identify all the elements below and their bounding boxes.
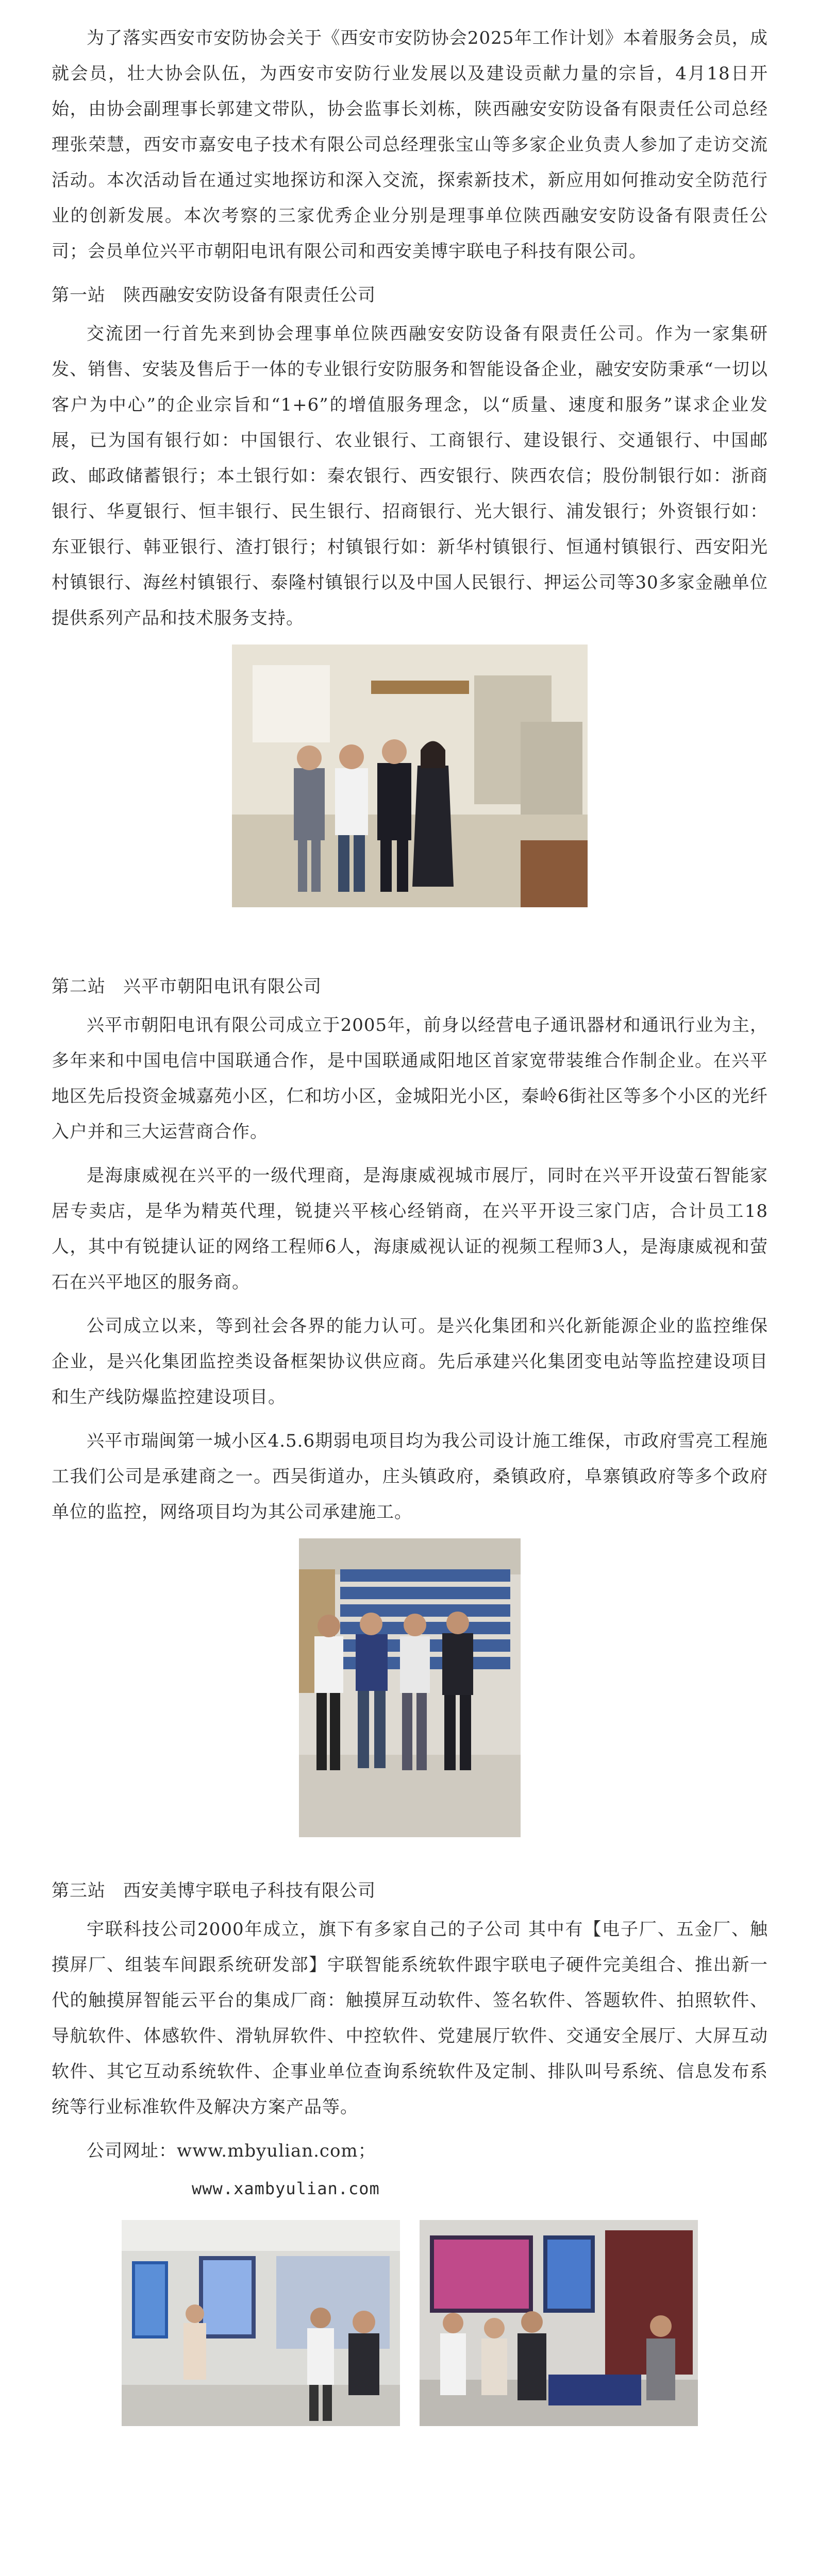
station-3-name: 西安美博宇联电子科技有限公司 xyxy=(123,1880,376,1901)
station-3-heading xyxy=(52,1873,768,1909)
station-3-photo-right xyxy=(420,2220,698,2426)
website-link-2[interactable]: www.xambyulian.com xyxy=(192,2179,380,2198)
station-3-photo-row xyxy=(122,2220,698,2426)
station-3-photo-left xyxy=(122,2220,400,2426)
station-2-paragraph-3: 公司成立以来，等到社会各界的能力认可。是兴化集团和兴化新能源企业的监控维保企业，是兴化集团监控类设备框架协议供应商。先后承建兴化集团变电站等监控建设项目和生产线防爆监控建设项目。 xyxy=(52,1316,768,1408)
company-website-line-2 xyxy=(52,2171,768,2207)
station-1-heading xyxy=(52,278,768,313)
company-website-line-1 xyxy=(52,2133,768,2169)
station-3-label: 第三站 xyxy=(52,1880,106,1901)
station-3-paragraph: 宇联科技公司2000年成立，旗下有多家自己的子公司 其中有【电子厂、五金厂、触摸屏厂、组装车间跟系统研发部】宇联智能系统软件跟宇联电子硬件完美组合、推出新一代的触摸屏智能云平台的集成厂商：触摸屏互动软件、签名软件、答题软件、拍照软件、导航软件、体感软件、滑轨屏软件、中控软件、党建展厅软件、交通安全展厅、大屏互动软件、其它互动系统软件、企事业单位查询系统软件及定制、排队叫号系统、信息发布系统等行业标准软件及解决方案产品等。 xyxy=(52,1919,768,2117)
station-1-group-photo xyxy=(232,645,588,907)
station-1-label: 第一站 xyxy=(52,285,106,306)
station-2-group-photo xyxy=(299,1538,521,1837)
station-2-heading xyxy=(52,969,768,1005)
intro-paragraph: 为了落实西安市安防协会关于《西安市安防协会2025年工作计划》本着服务会员，成就会员，壮大协会队伍，为西安市安防行业发展以及建设贡献力量的宗旨，4月18日开始，由协会副理事长郭建文带队，协会监事长刘栋，陕西融安安防设备有限责任公司总经理张荣慧，西安市嘉安电子技术有限公司总经理张宝山等多家企业负责人参加了走访交流活动。本次活动旨在通过实地探访和深入交流，探索新技术，新应用如何推动安全防范行业的创新发展。本次考察的三家优秀企业分别是理事单位陕西融安安防设备有限责任公司；会员单位兴平市朝阳电讯有限公司和西安美博宇联电子科技有限公司。 xyxy=(52,28,768,262)
station-1-name: 陕西融安安防设备有限责任公司 xyxy=(123,285,376,306)
station-2-paragraph-2: 是海康威视在兴平的一级代理商，是海康威视城市展厅，同时在兴平开设萤石智能家居专卖店，是华为精英代理，锐捷兴平核心经销商，在兴平开设三家门店，合计员工18人，其中有锐捷认证的网络工程师6人，海康威视认证的视频工程师3人，是海康威视和萤石在兴平地区的服务商。 xyxy=(52,1165,768,1293)
station-2-paragraph-1: 兴平市朝阳电讯有限公司成立于2005年，前身以经营电子通讯器材和通讯行业为主，多年来和中国电信中国联通合作，是中国联通咸阳地区首家宽带装维合作制企业。在兴平地区先后投资金城嘉苑小区，仁和坊小区，金城阳光小区，秦岭6街社区等多个小区的光纤入户并和三大运营商合作。 xyxy=(52,1015,768,1142)
article-body xyxy=(52,21,768,2426)
website-link-1[interactable]: www.mbyulian.com； xyxy=(177,2141,376,2161)
station-2-name: 兴平市朝阳电讯有限公司 xyxy=(123,976,322,997)
station-2-label: 第二站 xyxy=(52,976,106,997)
website-label: 公司网址： xyxy=(87,2141,177,2161)
station-2-paragraph-4: 兴平市瑞闽第一城小区4.5.6期弱电项目均为我公司设计施工维保，市政府雪亮工程施工我们公司是承建商之一。西吴街道办，庄头镇政府，桑镇政府，阜寨镇政府等多个政府单位的监控，网络项目均为其公司承建施工。 xyxy=(52,1431,768,1522)
station-1-paragraph: 交流团一行首先来到协会理事单位陕西融安安防设备有限责任公司。作为一家集研发、销售、安装及售后于一体的专业银行安防服务和智能设备企业，融安安防秉承“一切以客户为中心”的企业宗旨和“1+6”的增值服务理念，以“质量、速度和服务”谋求企业发展，已为国有银行如：中国银行、农业银行、工商银行、建设银行、交通银行、中国邮政、邮政储蓄银行；本土银行如：秦农银行、西安银行、陕西农信；股份制银行如：浙商银行、华夏银行、恒丰银行、民生银行、招商银行、光大银行、浦发银行；外资银行如：东亚银行、韩亚银行、渣打银行；村镇银行如：新华村镇银行、恒通村镇银行、西安阳光村镇银行、海丝村镇银行、泰隆村镇银行以及中国人民银行、押运公司等30多家金融单位提供系列产品和技术服务支持。 xyxy=(52,324,768,629)
